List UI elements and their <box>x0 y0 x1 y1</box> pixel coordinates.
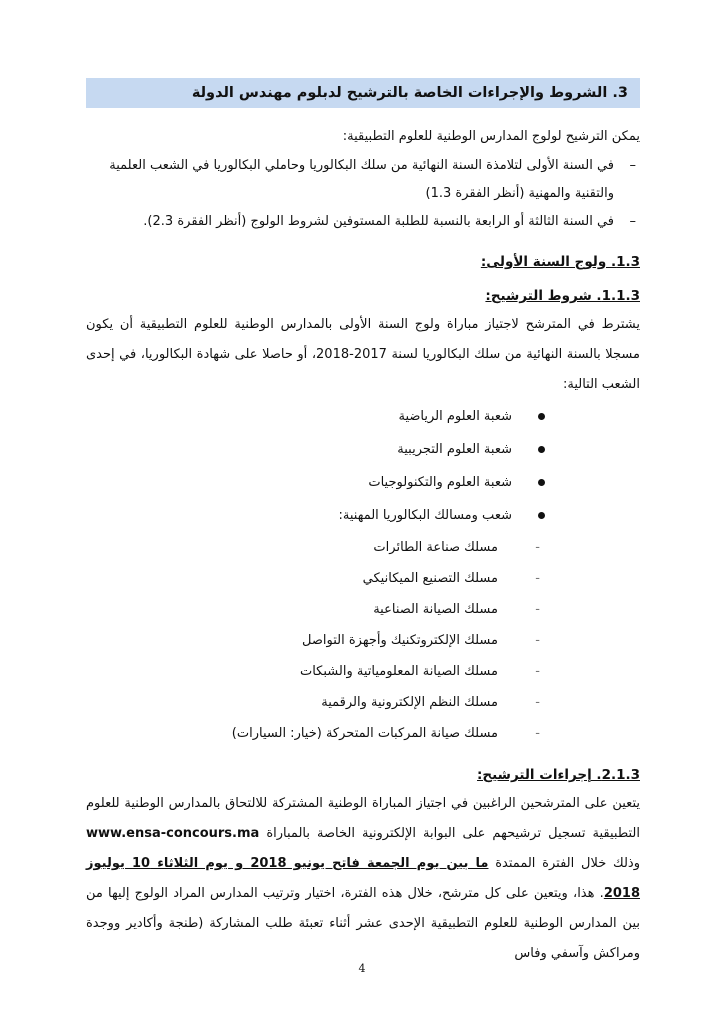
intro-text: يمكن الترشيح لولوج المدارس الوطنية للعلوم التطبيقية: <box>342 129 640 144</box>
vocational-tracks-list <box>86 532 640 749</box>
list-item <box>86 499 640 532</box>
track-label: مسلك صيانة المركبات المتحركة (خيار: السيارات) <box>231 726 498 741</box>
list-item <box>86 718 640 749</box>
stream-label: شعبة العلوم التجريبية <box>397 442 512 457</box>
dash-marker: - <box>535 602 540 617</box>
dash-marker: - <box>535 695 540 710</box>
dash-marker: - <box>535 726 540 741</box>
page-number: 4 <box>358 962 366 975</box>
list-item <box>86 400 640 433</box>
dash-marker: - <box>535 571 540 586</box>
intro-item-text: في السنة الثالثة أو الرابعة بالنسبة للطلبة المستوفين لشروط الولوج (أنظر الفقرة 2.3). <box>143 214 614 229</box>
stream-label: شعبة العلوم والتكنولوجيات <box>368 475 512 490</box>
procedures-text: يتعين على المترشحين الراغبين في اجتياز المباراة الوطنية المشتركة للالتحاق بالمدارس الوطنية للعلوم التطبيقية تسجيل ترشيحهم على البوابة الإلكترونية الخاصة بالمباراة <box>86 796 640 841</box>
document-page <box>86 78 640 969</box>
stream-label: شعبة العلوم الرياضية <box>398 409 512 424</box>
procedures-text: . هذا، ويتعين على كل مترشح، خلال هذه الفترة، اختيار وترتيب المدارس المراد الولوج إليها من بين المدارس الوطنية للعلوم التطبيقية الإحدى عشر أثناء تعبئة طلب المشاركة (طنجة وأكادير ووجدة ومراكش وآسفي وفاس <box>86 886 640 961</box>
intro-item <box>86 208 640 236</box>
list-item <box>86 594 640 625</box>
list-item <box>86 532 640 563</box>
track-label: مسلك النظم الإلكترونية والرقمية <box>321 695 498 710</box>
dash-marker: - <box>535 540 540 555</box>
list-item <box>86 656 640 687</box>
intro-item <box>86 152 640 208</box>
dash-marker: – <box>629 214 636 229</box>
bullet-icon <box>538 446 545 453</box>
portal-url: www.ensa-concours.ma <box>86 826 260 841</box>
track-label: مسلك الإلكتروتكنيك وأجهزة التواصل <box>302 633 498 648</box>
bullet-icon <box>538 413 545 420</box>
stream-label: شعب ومسالك البكالوريا المهنية: <box>338 508 512 523</box>
dash-marker: - <box>535 664 540 679</box>
track-label: مسلك التصنيع الميكانيكي <box>362 571 498 586</box>
heading-1-1-3: 1.1.3. شروط الترشيح: <box>485 288 640 304</box>
procedures-paragraph <box>86 789 640 969</box>
track-label: مسلك الصيانة المعلومياتية والشبكات <box>299 664 498 679</box>
list-item <box>86 687 640 718</box>
list-item <box>86 625 640 656</box>
heading-2-1-3: 2.1.3. إجراءات الترشيح: <box>477 767 640 783</box>
registration-dates: ما بين يوم الجمعة فاتح يونيو 2018 و يوم الثلاثاء 10 يوليوز 2018 <box>86 856 640 901</box>
list-item <box>86 433 640 466</box>
heading-1-3: 1.3. ولوج السنة الأولى: <box>480 254 640 270</box>
dash-marker: - <box>535 633 540 648</box>
track-label: مسلك الصيانة الصناعية <box>373 602 498 617</box>
streams-list <box>86 400 640 532</box>
intro-item-text: في السنة الأولى لتلامذة السنة النهائية من سلك البكالوريا وحاملي البكالوريا في الشعب العلمية والتقنية والمهنية (أنظر الفقرة 1.3) <box>109 158 614 201</box>
list-item <box>86 563 640 594</box>
bullet-icon <box>538 512 545 519</box>
bullet-icon <box>538 479 545 486</box>
conditions-paragraph: يشترط في المترشح لاجتياز مباراة ولوج السنة الأولى بالمدارس الوطنية للعلوم التطبيقية أن يكون مسجلا بالسنة النهائية من سلك البكالوريا لسنة 2017-2018، أو حاصلا على شهادة البكالوريا، في إحدى الشعب التالية: <box>86 317 640 392</box>
dash-marker: – <box>629 158 636 173</box>
section-title: 3. الشروط والإجراءات الخاصة بالترشيح لدبلوم مهندس الدولة <box>86 78 640 108</box>
list-item <box>86 466 640 499</box>
track-label: مسلك صناعة الطائرات <box>373 540 498 555</box>
procedures-text: وذلك خلال الفترة الممتدة <box>495 856 640 871</box>
